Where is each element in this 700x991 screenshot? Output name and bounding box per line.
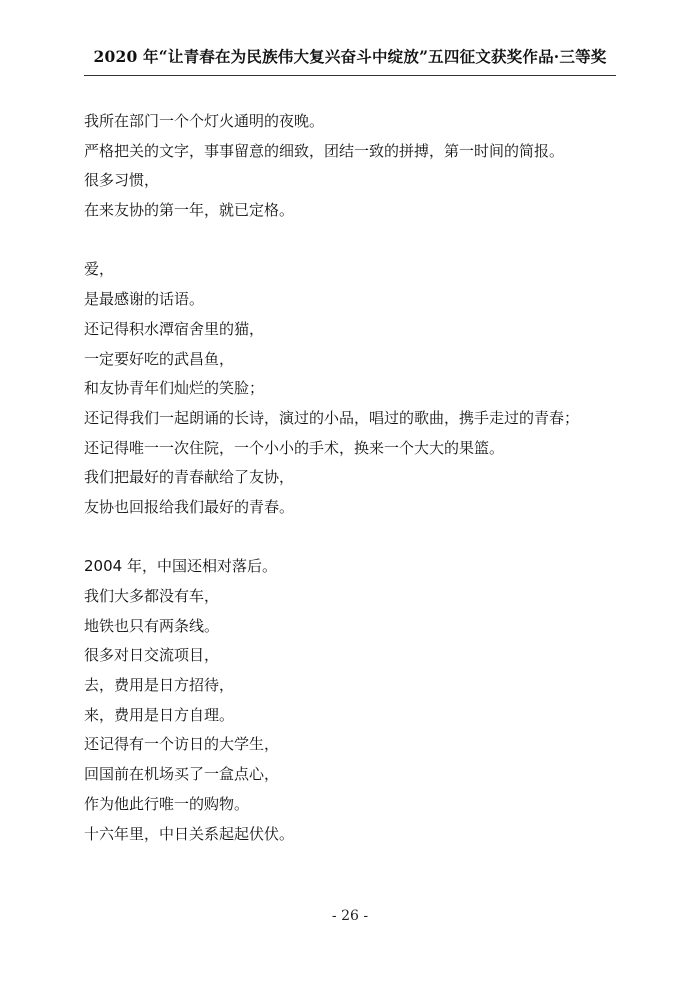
text-line: 和友协青年们灿烂的笑脸； [84,379,265,398]
text-line: 我们大多都没有车， [84,587,220,605]
page-header [84,45,616,76]
text-line: 友协也回报给我们最好的青春。 [84,497,295,516]
page-footer [0,908,700,924]
text-line: 作为他此行唯一的购物。 [84,794,250,813]
text-line: 在来友协的第一年，就已定格。 [84,201,295,220]
text-line: 十六年里，中日关系起起伏伏。 [84,824,295,843]
poem-body [84,107,644,879]
text-line: 还记得积水潭宿舍里的猫， [84,319,265,338]
text-line: 去，费用是日方招待， [84,676,235,695]
text-line: 还记得有一个访日的大学生， [84,735,280,754]
text-line: 来，费用是日方自理。 [84,705,235,724]
text-line: 我们把最好的青春献给了友协， [84,468,295,487]
text-line: 一定要好吃的武昌鱼， [84,349,235,368]
text-line: 还记得唯一一次住院，一个小小的手术，换来一个大大的果篮。 [84,438,505,457]
text-line: 是最感谢的话语。 [84,290,205,309]
page-number: - 26 - [331,908,369,924]
stanza-2 [84,255,644,522]
header-title: 2020 年“让青春在为民族伟大复兴奋斗中绽放”五四征文获奖作品·三等奖 [93,47,607,66]
text-line: 我所在部门一个个灯火通明的夜晚。 [84,112,325,130]
text-line: 2004 年，中国还相对落后。 [84,557,277,576]
text-line: 严格把关的文字，事事留意的细致，团结一致的拼搏，第一时间的简报。 [84,141,565,160]
text-line: 很多习惯， [84,171,160,190]
text-line: 很多对日交流项目， [84,646,220,665]
text-line: 爱， [84,260,115,279]
stanza-3 [84,552,644,849]
text-line: 还记得我们一起朗诵的长诗，演过的小品，唱过的歌曲，携手走过的青春； [84,408,580,427]
text-line: 回国前在机场买了一盒点心， [84,765,280,784]
stanza-1 [84,107,644,226]
text-line: 地铁也只有两条线。 [84,616,220,635]
